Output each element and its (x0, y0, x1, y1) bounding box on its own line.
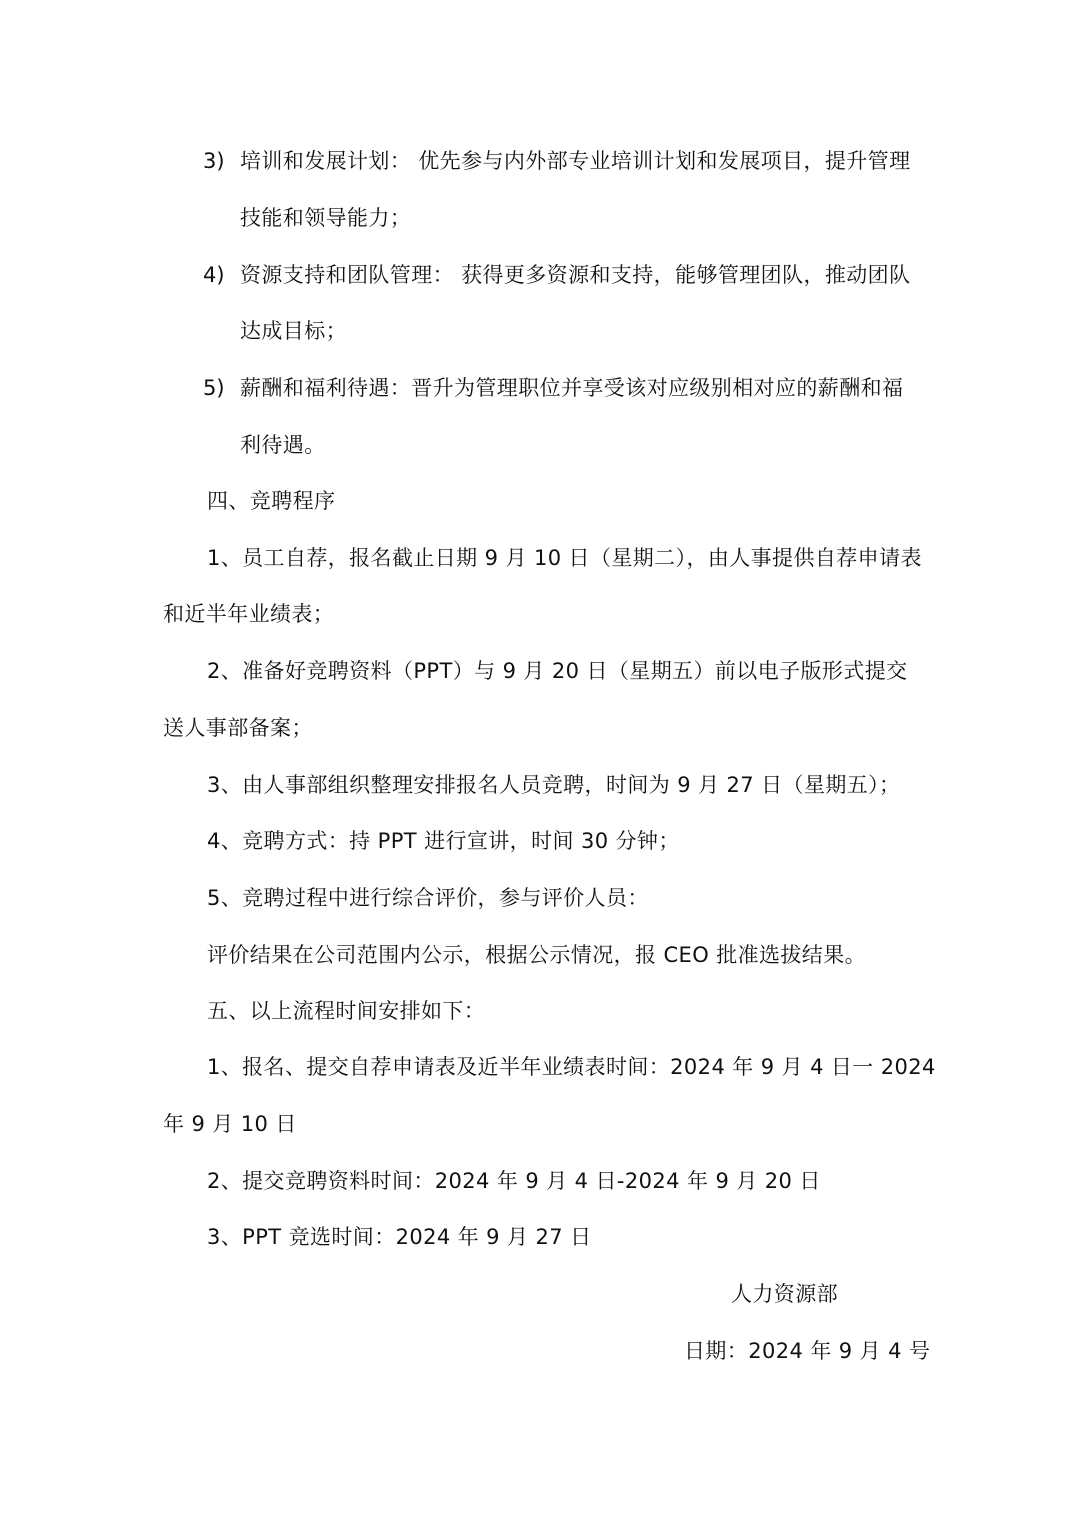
list-number: 4) (203, 263, 225, 287)
paragraph-line: 4、竞聘方式：持 PPT 进行宣讲，时间 30 分钟； (207, 829, 680, 853)
list-item-line: 培训和发展计划： 优先参与内外部专业培训计划和发展项目，提升管理 (240, 149, 911, 173)
paragraph-line: 5、竞聘过程中进行综合评价，参与评价人员： (207, 886, 649, 910)
list-item-line: 达成目标； (240, 319, 347, 343)
section-heading: 五、以上流程时间安排如下： (207, 999, 486, 1023)
signature-date: 日期：2024 年 9 月 4 号 (684, 1339, 931, 1363)
signature-department: 人力资源部 (731, 1282, 838, 1306)
list-item-line: 资源支持和团队管理： 获得更多资源和支持，能够管理团队，推动团队 (240, 263, 911, 287)
paragraph-line: 送人事部备案； (163, 716, 313, 740)
paragraph-line: 1、报名、提交自荐申请表及近半年业绩表时间：2024 年 9 月 4 日一 2024 (207, 1055, 936, 1079)
paragraph-line: 3、PPT 竞选时间：2024 年 9 月 27 日 (207, 1225, 592, 1249)
list-item-line: 利待遇。 (240, 433, 326, 457)
paragraph-line: 年 9 月 10 日 (163, 1112, 297, 1136)
list-number: 3) (203, 149, 225, 173)
paragraph-line: 3、由人事部组织整理安排报名人员竞聘，时间为 9 月 27 日（星期五）； (207, 773, 901, 797)
paragraph-line: 2、提交竞聘资料时间：2024 年 9 月 4 日-2024 年 9 月 20 日 (207, 1169, 821, 1193)
paragraph-line: 2、准备好竞聘资料（PPT）与 9 月 20 日（星期五）前以电子版形式提交 (207, 659, 908, 683)
paragraph-line: 评价结果在公司范围内公示，根据公示情况，报 CEO 批准选拔结果。 (207, 943, 867, 967)
paragraph-line: 和近半年业绩表； (163, 602, 335, 626)
paragraph-line: 1、员工自荐，报名截止日期 9 月 10 日（星期二），由人事提供自荐申请表 (207, 546, 922, 570)
list-item-line: 技能和领导能力； (240, 206, 412, 230)
list-item-line: 薪酬和福利待遇：晋升为管理职位并享受该对应级别相对应的薪酬和福 (240, 376, 904, 400)
section-heading: 四、竞聘程序 (207, 489, 336, 513)
list-number: 5) (203, 376, 225, 400)
